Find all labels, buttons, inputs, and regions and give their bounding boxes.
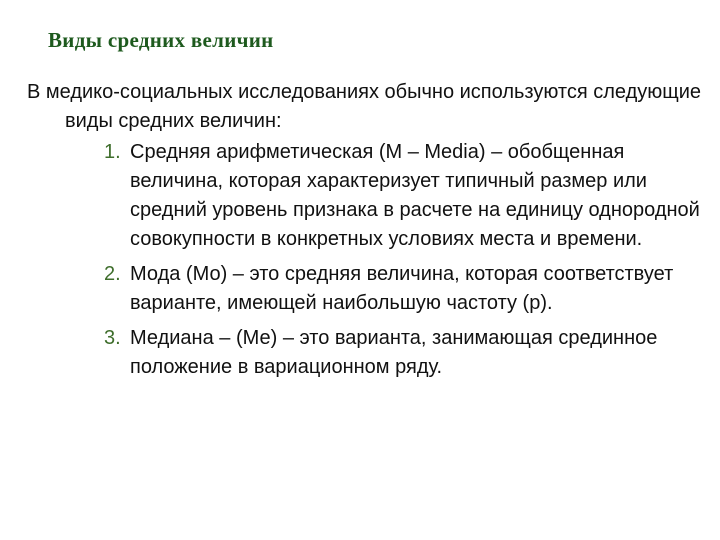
list-item-median (104, 324, 707, 382)
slide-title: Виды средних величин (48, 28, 274, 52)
list-item-text: Средняя арифметическая (M – Media) – обобщенная величина, которая характеризует типичный размер или средний уровень признака в расчете на единицу однородной совокупности в конкретных условиях места и времени. (130, 141, 700, 250)
averages-list (27, 138, 707, 382)
intro-paragraph: В медико-социальных исследованиях обычно используются следующие виды средних величин: (27, 81, 702, 132)
list-item-mode (104, 260, 707, 318)
list-item-text: Мода (Мо) – это средняя величина, которая соответствует варианте, имеющей наибольшую частоту (р). (130, 263, 674, 314)
list-number: 3. (104, 327, 121, 349)
list-item-arithmetic-mean (104, 138, 707, 254)
list-number: 2. (104, 263, 121, 285)
list-number: 1. (104, 141, 121, 163)
list-item-text: Медиана – (Ме) – это варианта, занимающая срединное положение в вариационном ряду. (130, 327, 658, 378)
slide-body (27, 78, 707, 388)
